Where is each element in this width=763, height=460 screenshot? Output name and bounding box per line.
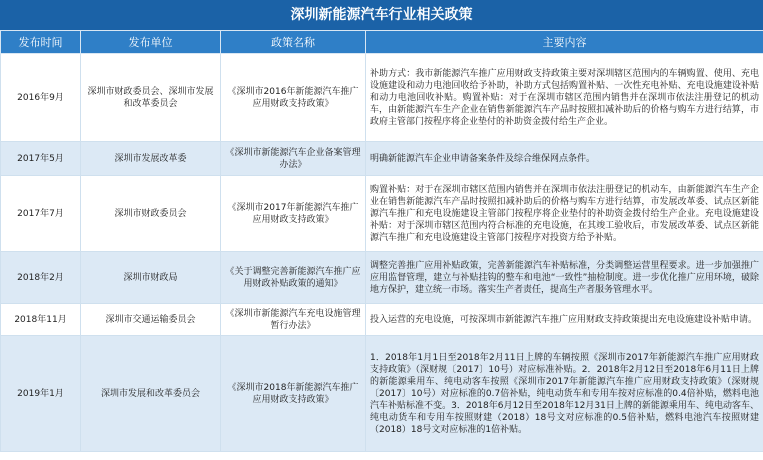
cell-date: 2019年1月 — [1, 336, 81, 452]
cell-content: 调整完善推广应用补贴政策，完善新能源汽车补贴标准，分类调整运营里程要求。进一步加强推广应用监督管理，建立与补贴挂钩的整车和电池“一致性”抽检制度。进一步优化推广应用环境，破除地方保护，建立统一市场。落实生产者责任，提高生产者服务管理水平。 — [366, 252, 763, 304]
table-row — [1, 54, 763, 142]
cell-org: 深圳市财政委员会、深圳市发展和改革委员会 — [81, 54, 221, 142]
table-row — [1, 176, 763, 252]
policy-table — [0, 30, 763, 452]
cell-content: 投入运营的充电设施，可按深圳市新能源汽车推广应用财政支持政策提出充电设施建设补贴申请。 — [366, 304, 763, 336]
cell-policy: 《深圳市2017年新能源汽车推广应用财政支持政策》 — [221, 176, 366, 252]
cell-policy: 《深圳市2016年新能源汽车推广应用财政支持政策》 — [221, 54, 366, 142]
cell-policy: 《深圳市新能源汽车企业备案管理办法》 — [221, 142, 366, 176]
cell-content: 购置补贴：对于在深圳市辖区范围内销售并在深圳市依法注册登记的机动车，由新能源汽车生产企业在销售新能源汽车产品时按照扣减补助后的价格与购车方进行结算，市发展改革委、试点区新能源汽车推广和充电设施建设主管部门按程序将企业垫付的补助资金拨付给生产企业。充电设施建设补贴：对于深圳市辖区范围内符合标准的充电设施，在其竣工验收后，市发展改革委、试点区新能源汽车推广和充电设施建设主管部门按程序对投资方给予补贴。 — [366, 176, 763, 252]
cell-policy: 《关于调整完善新能源汽车推广应用财政补贴政策的通知》 — [221, 252, 366, 304]
cell-content: 明确新能源汽车企业申请备案条件及综合维保网点条件。 — [366, 142, 763, 176]
cell-org: 深圳市发展改革委 — [81, 142, 221, 176]
cell-date: 2018年2月 — [1, 252, 81, 304]
cell-org: 深圳市财政委员会 — [81, 176, 221, 252]
cell-date: 2016年9月 — [1, 54, 81, 142]
cell-date: 2017年7月 — [1, 176, 81, 252]
cell-org: 深圳市财政局 — [81, 252, 221, 304]
table-row — [1, 336, 763, 452]
header-policy: 政策名称 — [221, 31, 366, 54]
table-row — [1, 142, 763, 176]
page-title: 深圳新能源汽车行业相关政策 — [0, 0, 763, 30]
header-org: 发布单位 — [81, 31, 221, 54]
cell-policy: 《深圳市2018年新能源汽车推广应用财政支持政策》 — [221, 336, 366, 452]
cell-org: 深圳市交通运输委员会 — [81, 304, 221, 336]
table-header-row — [1, 31, 763, 54]
cell-date: 2017年5月 — [1, 142, 81, 176]
header-content: 主要内容 — [366, 31, 763, 54]
table-row — [1, 252, 763, 304]
cell-policy: 《深圳市新能源汽车充电设施管理暂行办法》 — [221, 304, 366, 336]
cell-content: 1．2018年1月1日至2018年2月11日上牌的车辆按照《深圳市2017年新能源汽车推广应用财政支持政策》（深财规〔2017〕10号）对应标准补贴。2．2018年2月12日至2018年6月11日上牌的新能源乘用车、纯电动客车按照《深圳市2017年新能源汽车推广应用财政支持政策》（深财规〔2017〕10号）对应标准的0.7倍补贴，纯电动货车和专用车按对应标准的0.4倍补贴，燃料电池汽车补贴标准不变。3．2018年6月12日至2018年12月31日上牌的新能源乘用车、纯电动客车、纯电动货车和专用车按照财建（2018）18号文对应标准的0.5倍补贴，燃料电池汽车按照财建（2018）18号文对应标准的1倍补贴。 — [366, 336, 763, 452]
cell-org: 深圳市发展和改革委员会 — [81, 336, 221, 452]
cell-date: 2018年11月 — [1, 304, 81, 336]
header-date: 发布时间 — [1, 31, 81, 54]
cell-content: 补助方式：我市新能源汽车推广应用财政支持政策主要对深圳辖区范围内的车辆购置、使用、充电设施建设和动力电池回收给予补助，补助方式包括购置补贴、一次性充电补贴、充电设施建设补贴和动力电池回收补贴。购置补贴：对于在深圳市辖区范围内销售并在深圳市依法注册登记的机动车，由新能源汽车生产企业在销售新能源汽车产品时按照扣减补助后的价格与购车方进行结算，市政府主管部门按程序将企业垫付的补助资金拨付给生产企业。 — [366, 54, 763, 142]
table-row — [1, 304, 763, 336]
